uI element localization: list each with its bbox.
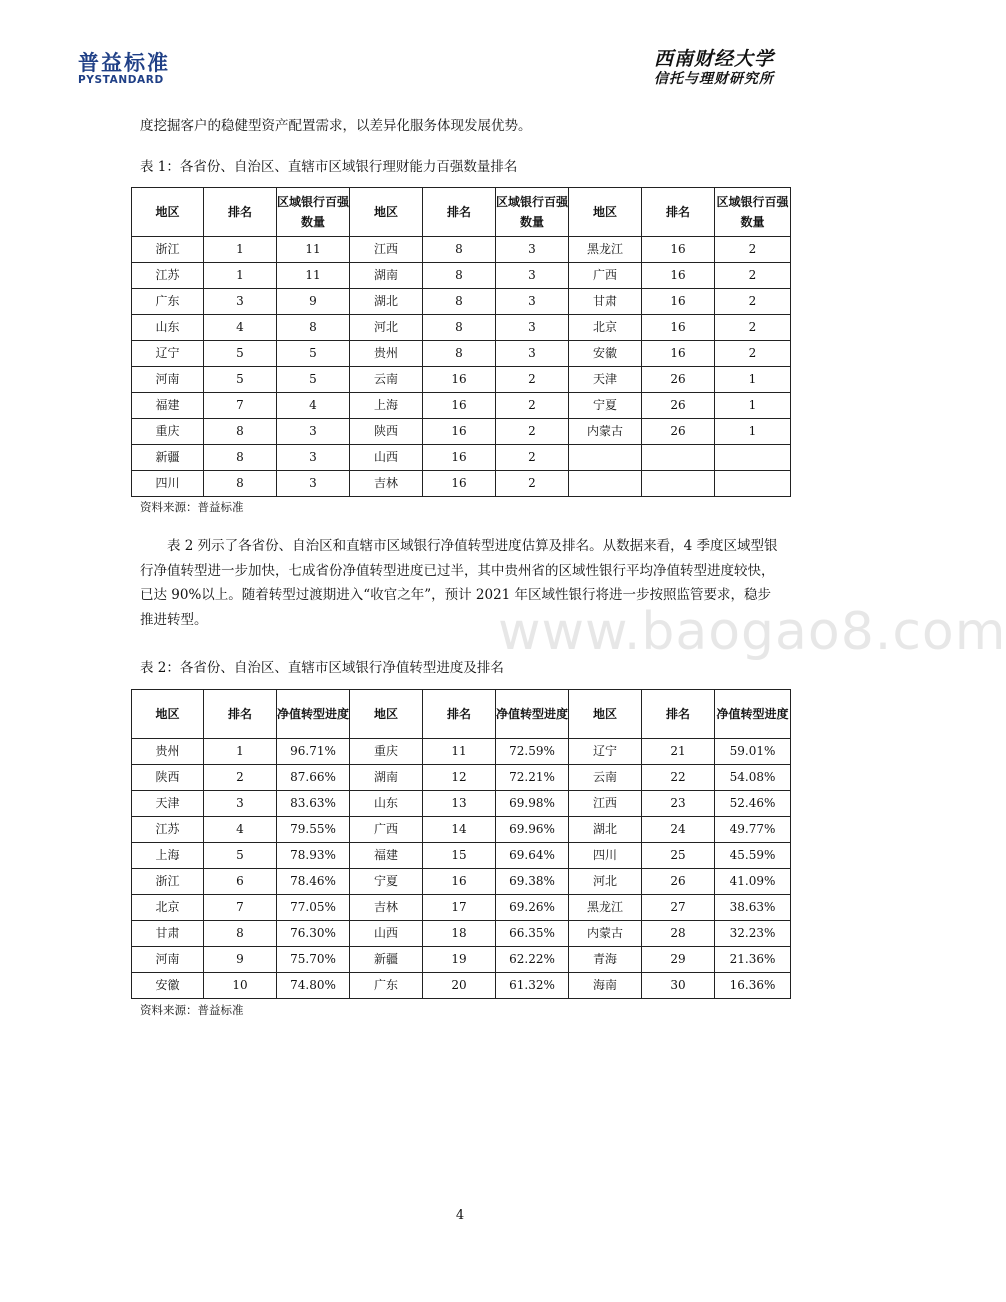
table-cell: 4	[277, 393, 350, 419]
table-cell: 22	[642, 765, 715, 791]
table-row	[132, 393, 791, 419]
table-cell: 3	[204, 289, 277, 315]
table-row	[132, 367, 791, 393]
table-cell: 16	[642, 237, 715, 263]
table-cell: 2	[715, 263, 791, 289]
table-cell: 2	[204, 765, 277, 791]
table-cell: 87.66%	[277, 765, 350, 791]
table-cell: 福建	[350, 843, 423, 869]
table-cell: 内蒙古	[569, 921, 642, 947]
table-row	[132, 445, 791, 471]
table-cell: 11	[423, 739, 496, 765]
table-cell: 2	[496, 445, 569, 471]
table-cell: 河北	[569, 869, 642, 895]
table-cell: 贵州	[350, 341, 423, 367]
table-cell: 海南	[569, 973, 642, 999]
table2-header-cell: 地区	[132, 690, 204, 739]
table-cell: 8	[423, 341, 496, 367]
table-cell: 8	[204, 419, 277, 445]
table-row	[132, 315, 791, 341]
table-cell: 8	[423, 289, 496, 315]
table-cell: 青海	[569, 947, 642, 973]
table-cell: 广西	[350, 817, 423, 843]
table2-header-cell: 净值转型进度	[277, 690, 350, 739]
table-cell: 16	[642, 263, 715, 289]
table-row	[132, 869, 791, 895]
institute-name: 信托与理财研究所	[654, 71, 774, 87]
table-cell: 2	[496, 471, 569, 497]
table1-header-cell: 区域银行百强数量	[496, 188, 569, 237]
table-cell: 安徽	[132, 973, 204, 999]
table-cell: 黑龙江	[569, 237, 642, 263]
table-cell: 52.46%	[715, 791, 791, 817]
table-cell: 29	[642, 947, 715, 973]
table-cell: 8	[423, 263, 496, 289]
table-cell: 24	[642, 817, 715, 843]
table2-body	[132, 739, 791, 999]
table-row	[132, 791, 791, 817]
table-row	[132, 263, 791, 289]
table-cell: 16.36%	[715, 973, 791, 999]
table-cell: 四川	[132, 471, 204, 497]
table-cell: 3	[277, 445, 350, 471]
table-cell: 8	[204, 471, 277, 497]
table-cell: 北京	[569, 315, 642, 341]
table-cell: 3	[496, 263, 569, 289]
table-cell: 山西	[350, 445, 423, 471]
table1-header-cell: 地区	[132, 188, 204, 237]
table-cell: 河南	[132, 947, 204, 973]
body-paragraph: 表 2 列示了各省份、自治区和直辖市区域银行净值转型进度估算及排名。从数据来看，4 季度区域型银行净值转型进一步加快，七成省份净值转型进度已过半，其中贵州省的区域性银行平均净值转型进度较快，已达 90%以上。随着转型过渡期进入“收官之年”，预计 2021 年区域性银行将进一步按照监管要求，稳步推进转型。	[140, 538, 778, 628]
table-cell: 上海	[350, 393, 423, 419]
table-cell: 河北	[350, 315, 423, 341]
table-cell: 5	[204, 843, 277, 869]
table2-header-cell: 净值转型进度	[715, 690, 791, 739]
table-cell: 湖南	[350, 765, 423, 791]
university-name: 西南财经大学	[653, 48, 774, 70]
table-cell: 江苏	[132, 263, 204, 289]
table-cell: 江苏	[132, 817, 204, 843]
table-cell: 16	[642, 315, 715, 341]
table-cell	[642, 445, 715, 471]
table-cell: 重庆	[132, 419, 204, 445]
table1-source: 资料来源：普益标准	[140, 500, 244, 514]
table-cell	[569, 445, 642, 471]
table-cell: 浙江	[132, 237, 204, 263]
table-cell: 1	[715, 419, 791, 445]
table2-caption: 表 2：各省份、自治区、直辖市区域银行净值转型进度及排名	[140, 660, 504, 676]
table-cell: 上海	[132, 843, 204, 869]
table-cell: 云南	[569, 765, 642, 791]
table-cell: 61.32%	[496, 973, 569, 999]
table-cell: 8	[277, 315, 350, 341]
university-logo	[654, 48, 774, 88]
table-cell: 45.59%	[715, 843, 791, 869]
intro-paragraph: 度挖掘客户的稳健型资产配置需求，以差异化服务体现发展优势。	[140, 118, 532, 134]
table-cell: 3	[277, 471, 350, 497]
table-cell: 28	[642, 921, 715, 947]
table-cell: 5	[277, 341, 350, 367]
table-cell: 贵州	[132, 739, 204, 765]
table-cell: 1	[204, 263, 277, 289]
table-cell: 8	[423, 237, 496, 263]
table2-header-cell: 地区	[569, 690, 642, 739]
table-cell: 天津	[132, 791, 204, 817]
table-cell: 湖北	[350, 289, 423, 315]
table-row	[132, 947, 791, 973]
table-cell: 96.71%	[277, 739, 350, 765]
table2-header-cell: 排名	[204, 690, 277, 739]
table-cell: 6	[204, 869, 277, 895]
table-cell: 8	[204, 921, 277, 947]
table-cell: 78.46%	[277, 869, 350, 895]
table-cell: 7	[204, 393, 277, 419]
table-cell: 5	[204, 367, 277, 393]
table-cell: 79.55%	[277, 817, 350, 843]
table-cell	[715, 471, 791, 497]
table-cell: 1	[204, 739, 277, 765]
table-cell: 1	[715, 393, 791, 419]
table-cell: 14	[423, 817, 496, 843]
table-cell: 15	[423, 843, 496, 869]
table-cell: 69.38%	[496, 869, 569, 895]
table-row	[132, 843, 791, 869]
table-cell: 3	[496, 315, 569, 341]
table-row	[132, 237, 791, 263]
table-cell: 69.96%	[496, 817, 569, 843]
pystandard-logo	[78, 52, 170, 86]
table2-header-cell: 排名	[423, 690, 496, 739]
table2-header-cell: 排名	[642, 690, 715, 739]
table-cell: 2	[715, 289, 791, 315]
logo-chinese-text: 普益标准	[78, 51, 170, 75]
table-cell: 77.05%	[277, 895, 350, 921]
table-cell: 21.36%	[715, 947, 791, 973]
table-cell: 甘肃	[569, 289, 642, 315]
table-cell: 2	[715, 341, 791, 367]
table-cell: 甘肃	[132, 921, 204, 947]
table-cell: 天津	[569, 367, 642, 393]
table-cell: 20	[423, 973, 496, 999]
table-cell: 江西	[569, 791, 642, 817]
table-cell: 16	[423, 393, 496, 419]
table-cell: 30	[642, 973, 715, 999]
table-cell: 2	[715, 315, 791, 341]
table-row	[132, 817, 791, 843]
table1-header-cell: 排名	[204, 188, 277, 237]
table-cell: 69.64%	[496, 843, 569, 869]
table-cell: 7	[204, 895, 277, 921]
table-cell: 重庆	[350, 739, 423, 765]
table-cell: 陕西	[350, 419, 423, 445]
table-cell: 4	[204, 817, 277, 843]
table-cell: 16	[642, 289, 715, 315]
table-cell: 9	[204, 947, 277, 973]
table-cell: 3	[496, 237, 569, 263]
table-cell: 3	[204, 791, 277, 817]
table-cell: 安徽	[569, 341, 642, 367]
table-cell: 宁夏	[569, 393, 642, 419]
table2-source: 资料来源：普益标准	[140, 1003, 244, 1017]
table-cell: 山西	[350, 921, 423, 947]
table-cell: 16	[423, 471, 496, 497]
table-cell: 9	[277, 289, 350, 315]
table-cell: 11	[277, 237, 350, 263]
table-cell: 12	[423, 765, 496, 791]
table-cell: 云南	[350, 367, 423, 393]
table1-caption: 表 1：各省份、自治区、直辖市区域银行理财能力百强数量排名	[140, 159, 518, 175]
table-cell: 62.22%	[496, 947, 569, 973]
table-cell: 吉林	[350, 471, 423, 497]
table-cell: 16	[423, 419, 496, 445]
table-cell: 8	[423, 315, 496, 341]
table-cell: 8	[204, 445, 277, 471]
table-cell: 四川	[569, 843, 642, 869]
table-cell: 2	[496, 393, 569, 419]
table-cell: 4	[204, 315, 277, 341]
table-cell: 5	[204, 341, 277, 367]
table-cell: 38.63%	[715, 895, 791, 921]
table-cell: 72.59%	[496, 739, 569, 765]
table-cell: 26	[642, 869, 715, 895]
table-row	[132, 471, 791, 497]
table-cell	[569, 471, 642, 497]
table-cell: 16	[423, 367, 496, 393]
table-cell: 17	[423, 895, 496, 921]
table-cell: 福建	[132, 393, 204, 419]
watermark: www.baogao8.com	[498, 602, 1006, 662]
table-cell: 河南	[132, 367, 204, 393]
table-cell: 湖南	[350, 263, 423, 289]
table-row	[132, 341, 791, 367]
table2-header-cell: 净值转型进度	[496, 690, 569, 739]
table-cell: 16	[642, 341, 715, 367]
table-cell: 78.93%	[277, 843, 350, 869]
table-cell: 新疆	[132, 445, 204, 471]
page-number: 4	[455, 1208, 465, 1223]
table-cell: 66.35%	[496, 921, 569, 947]
table-cell: 北京	[132, 895, 204, 921]
table-cell: 广西	[569, 263, 642, 289]
table-row	[132, 765, 791, 791]
table2	[131, 689, 791, 999]
table-cell	[642, 471, 715, 497]
table-cell: 2	[715, 237, 791, 263]
table-cell: 32.23%	[715, 921, 791, 947]
table-cell: 1	[715, 367, 791, 393]
table-cell: 72.21%	[496, 765, 569, 791]
table-cell: 19	[423, 947, 496, 973]
table-cell: 74.80%	[277, 973, 350, 999]
table-cell: 75.70%	[277, 947, 350, 973]
table1-header-cell: 地区	[569, 188, 642, 237]
table-row	[132, 895, 791, 921]
table-cell: 辽宁	[132, 341, 204, 367]
table1-header-cell: 排名	[642, 188, 715, 237]
table-cell: 吉林	[350, 895, 423, 921]
table1	[131, 187, 791, 497]
table1-header-cell: 排名	[423, 188, 496, 237]
table-cell: 41.09%	[715, 869, 791, 895]
table-cell: 1	[204, 237, 277, 263]
table-cell: 广东	[350, 973, 423, 999]
table-cell: 69.26%	[496, 895, 569, 921]
table-cell: 76.30%	[277, 921, 350, 947]
table-cell: 宁夏	[350, 869, 423, 895]
table-cell: 2	[496, 367, 569, 393]
table-row	[132, 289, 791, 315]
table-cell: 21	[642, 739, 715, 765]
table-cell: 山东	[132, 315, 204, 341]
table-cell: 16	[423, 869, 496, 895]
table1-header-cell: 区域银行百强数量	[715, 188, 791, 237]
table-cell: 山东	[350, 791, 423, 817]
table-cell: 11	[277, 263, 350, 289]
table-cell: 49.77%	[715, 817, 791, 843]
table-cell: 湖北	[569, 817, 642, 843]
table-cell: 3	[496, 341, 569, 367]
table-cell: 83.63%	[277, 791, 350, 817]
table-cell: 27	[642, 895, 715, 921]
table1-header-row	[132, 188, 791, 237]
table-cell: 18	[423, 921, 496, 947]
table1-body	[132, 237, 791, 497]
table-cell: 26	[642, 419, 715, 445]
table-cell: 江西	[350, 237, 423, 263]
table-cell: 3	[277, 419, 350, 445]
logo-english-text: PYSTANDARD	[78, 74, 164, 86]
table-cell: 内蒙古	[569, 419, 642, 445]
table-cell: 辽宁	[569, 739, 642, 765]
table-cell: 广东	[132, 289, 204, 315]
table-cell: 54.08%	[715, 765, 791, 791]
table-cell: 69.98%	[496, 791, 569, 817]
table-cell	[715, 445, 791, 471]
table-cell: 59.01%	[715, 739, 791, 765]
table-cell: 新疆	[350, 947, 423, 973]
table-cell: 3	[496, 289, 569, 315]
table-cell: 2	[496, 419, 569, 445]
table-cell: 16	[423, 445, 496, 471]
table2-header-row	[132, 690, 791, 739]
table-cell: 5	[277, 367, 350, 393]
table1-header-cell: 区域银行百强数量	[277, 188, 350, 237]
table2-header-cell: 地区	[350, 690, 423, 739]
table1-header-cell: 地区	[350, 188, 423, 237]
table-cell: 13	[423, 791, 496, 817]
table-cell: 25	[642, 843, 715, 869]
table-row	[132, 419, 791, 445]
table-cell: 26	[642, 393, 715, 419]
table-row	[132, 973, 791, 999]
table-row	[132, 921, 791, 947]
table-row	[132, 739, 791, 765]
table-cell: 23	[642, 791, 715, 817]
table-cell: 黑龙江	[569, 895, 642, 921]
table-cell: 陕西	[132, 765, 204, 791]
table-cell: 浙江	[132, 869, 204, 895]
table-cell: 10	[204, 973, 277, 999]
table-cell: 26	[642, 367, 715, 393]
